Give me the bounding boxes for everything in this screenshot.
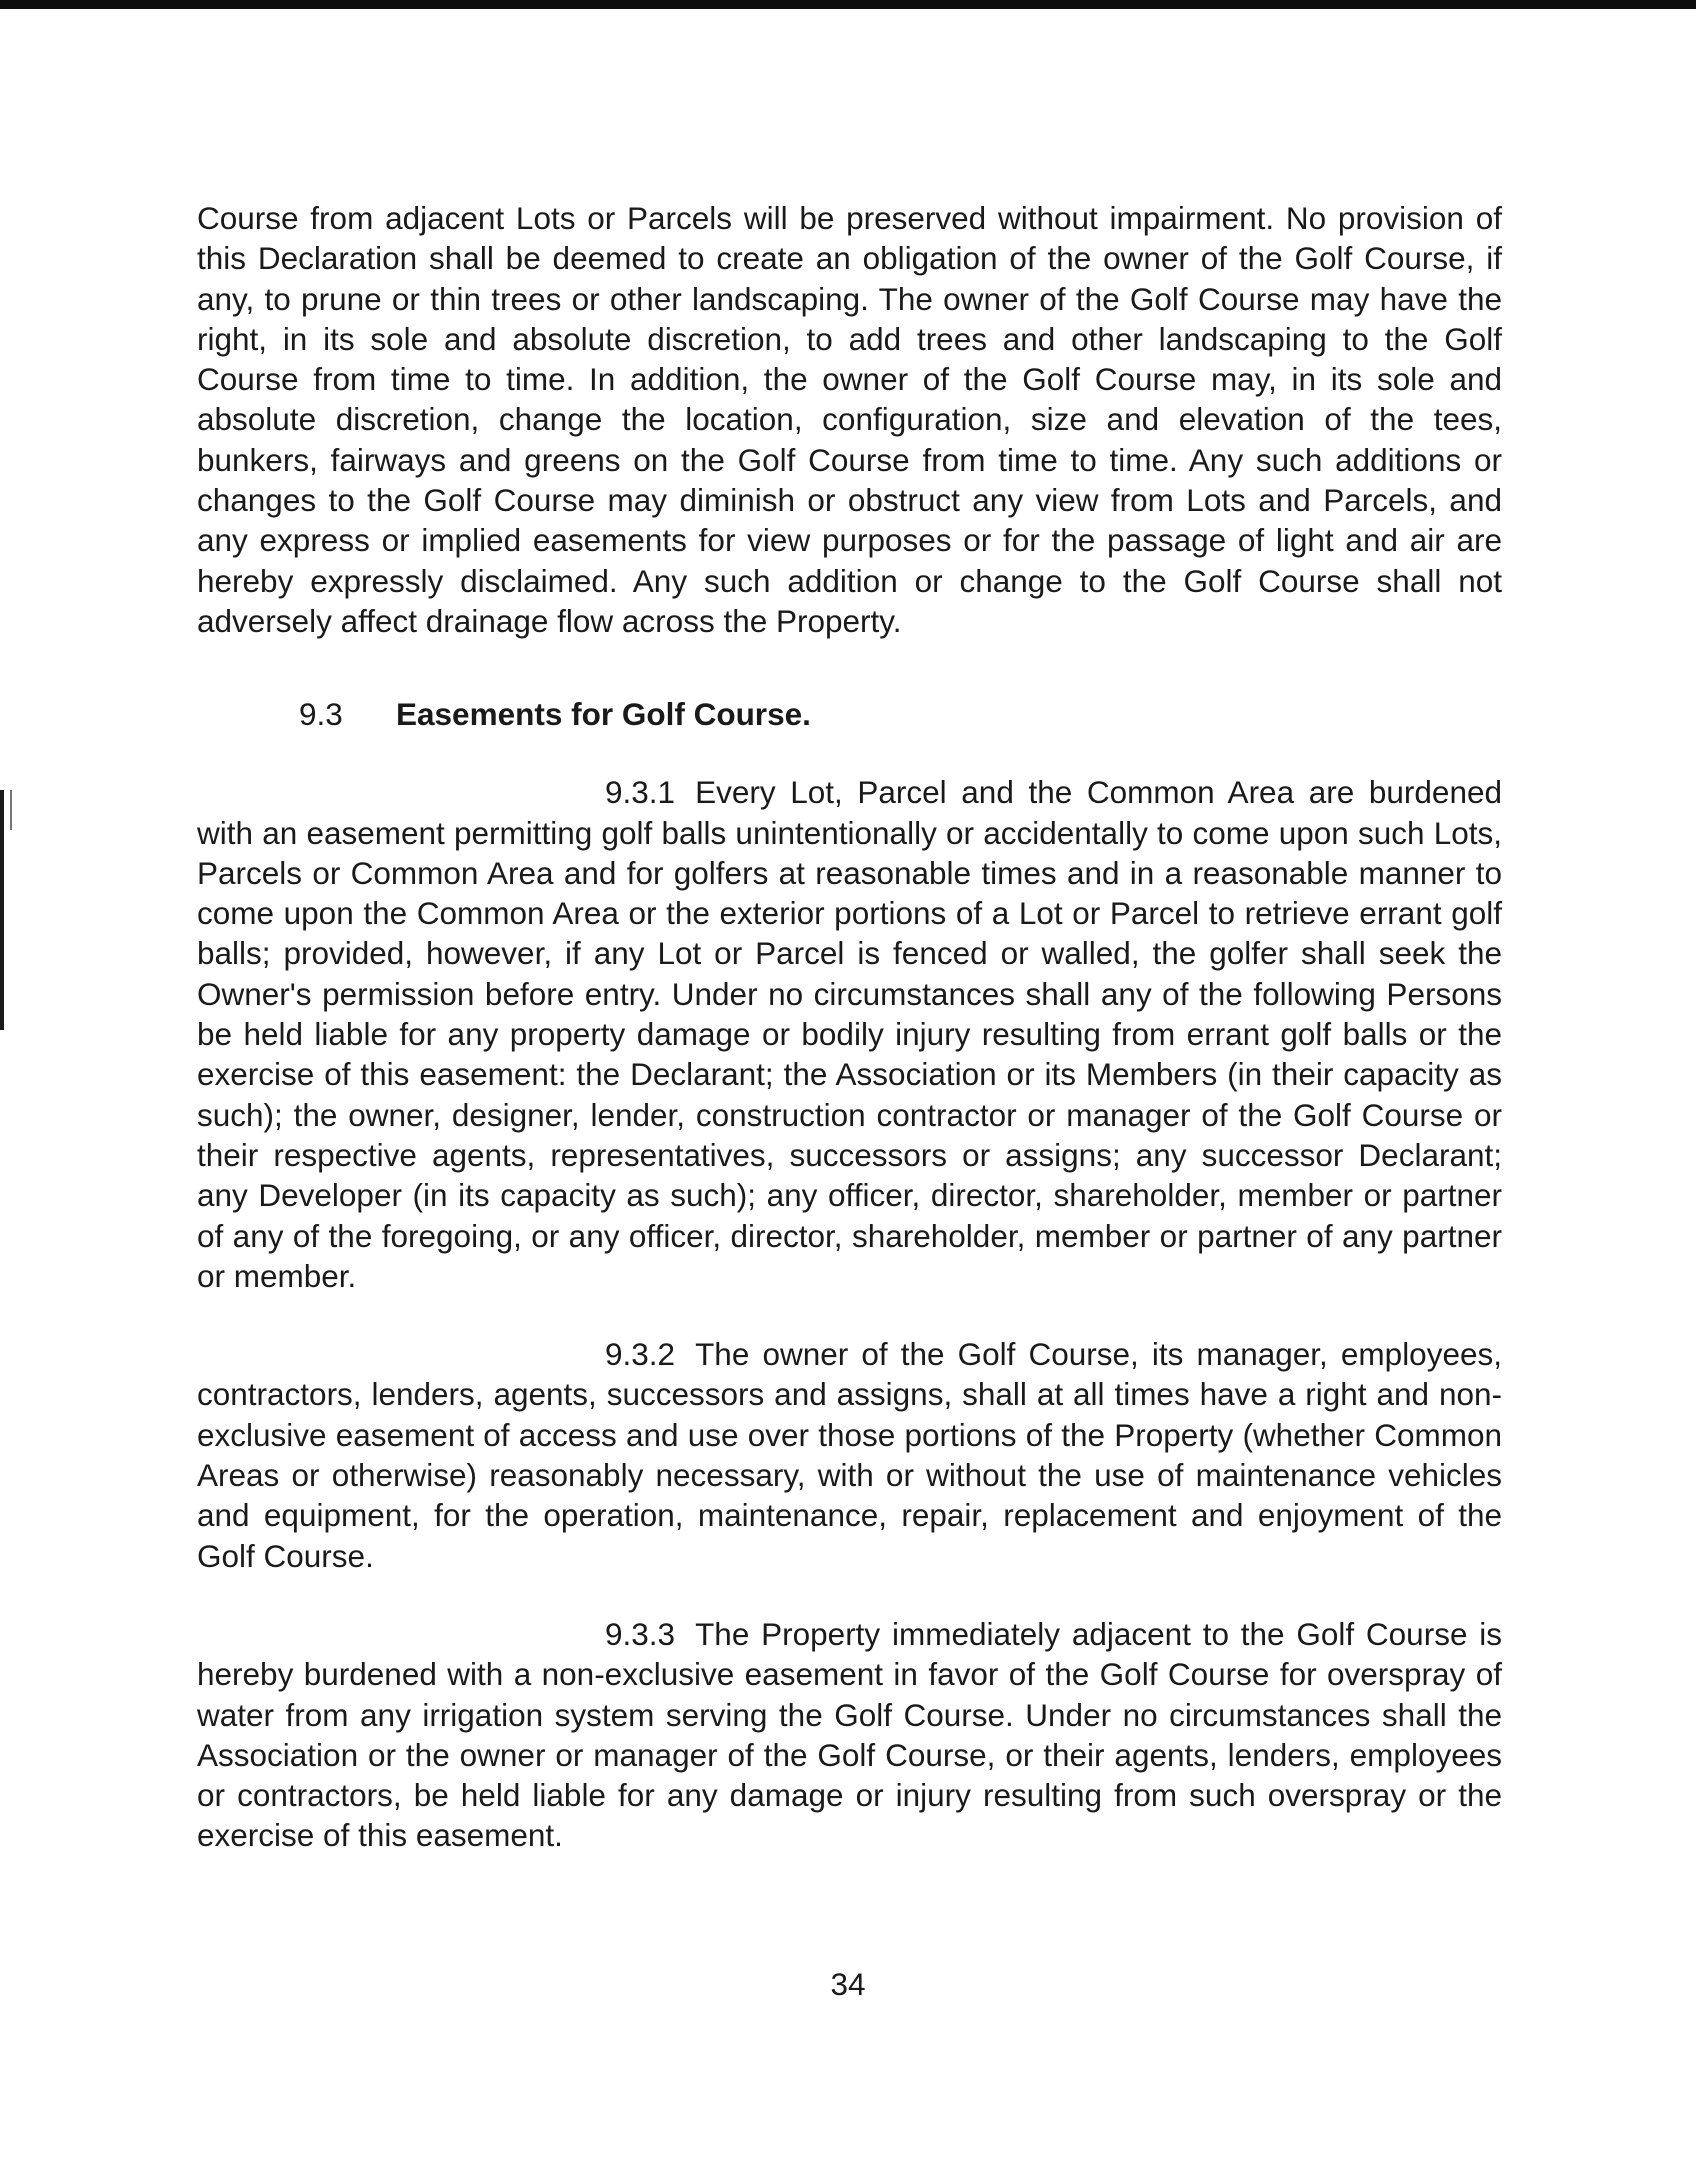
section-heading [197, 694, 1502, 734]
page-number: 34 [830, 1966, 866, 2002]
subsection-9-3-2 [197, 1334, 1502, 1576]
subsection-9-3-1 [197, 772, 1502, 1296]
scan-edge-mark [0, 790, 4, 1030]
subsection-number: 9.3.3 [605, 1615, 676, 1652]
subsection-9-3-3 [197, 1614, 1502, 1856]
intro-paragraph: Course from adjacent Lots or Parcels will be preserved without impairment. No provision of this Declaration shall be deemed to create an obligation of the owner of the Golf Course, if any, to prune or thin trees or other landscaping. The owner of the Golf Course may have the right, in its sole and absolute discretion, to add trees and other landscaping to the Golf Course from time to time. In addition, the owner of the Golf Course may, in its sole and absolute discretion, change the location, configuration, size and elevation of the tees, bunkers, fairways and greens on the Golf Course from time to time. Any such additions or changes to the Golf Course may diminish or obstruct any view from Lots and Parcels, and any express or implied easements for view purposes or for the passage of light and air are hereby expressly disclaimed. Any such addition or change to the Golf Course shall not adversely affect drainage flow across the Property. [197, 200, 1502, 639]
subsection-number: 9.3.1 [605, 774, 676, 811]
section-number: 9.3 [299, 696, 343, 733]
subsection-text: Every Lot, Parcel and the Common Area are burdened with an easement permitting golf balls unintentionally or accidentally to come upon such Lots, Parcels or Common Area and for golfers at reasonable times and in a reasonable manner to come upon the Common Area or the exterior portions of a Lot or Parcel to retrieve errant golf balls; provided, however, if any Lot or Parcel is fenced or walled, the golfer shall seek the Owner's permission before entry. Under no circumstances shall any of the following Persons be held liable for any property damage or bodily injury resulting from errant golf balls or the exercise of this easement: the Declarant; the Association or its Members (in their capacity as such); the owner, designer, lender, construction contractor or manager of the Golf Course or their respective agents, representatives, successors or assigns; any successor Declarant; any Developer (in its capacity as such); any officer, director, shareholder, member or partner of any of the foregoing, or any officer, director, shareholder, member or partner of any partner or member. [197, 774, 1502, 1294]
subsection-number: 9.3.2 [605, 1336, 676, 1373]
section-title: Easements for Golf Course. [396, 696, 811, 733]
scan-top-border [0, 0, 1696, 9]
scan-edge-tick [10, 790, 12, 830]
subsection-text: The owner of the Golf Course, its manager, employees, contractors, lenders, agents, successors and assigns, shall at all times have a right and non-exclusive easement of access and use over those portions of the Property (whether Common Areas or otherwise) reasonably necessary, with or without the use of maintenance vehicles and equipment, for the operation, maintenance, repair, replacement and enjoyment of the Golf Course. [197, 1336, 1502, 1574]
subsection-text: The Property immediately adjacent to the Golf Course is hereby burdened with a non-exclusive easement in favor of the Golf Course for overspray of water from any irrigation system serving the Golf Course. Under no circumstances shall the Association or the owner or manager of the Golf Course, or their agents, lenders, employees or contractors, be held liable for any damage or injury resulting from such overspray or the exercise of this easement. [197, 1615, 1502, 1854]
document-page [197, 198, 1502, 1856]
